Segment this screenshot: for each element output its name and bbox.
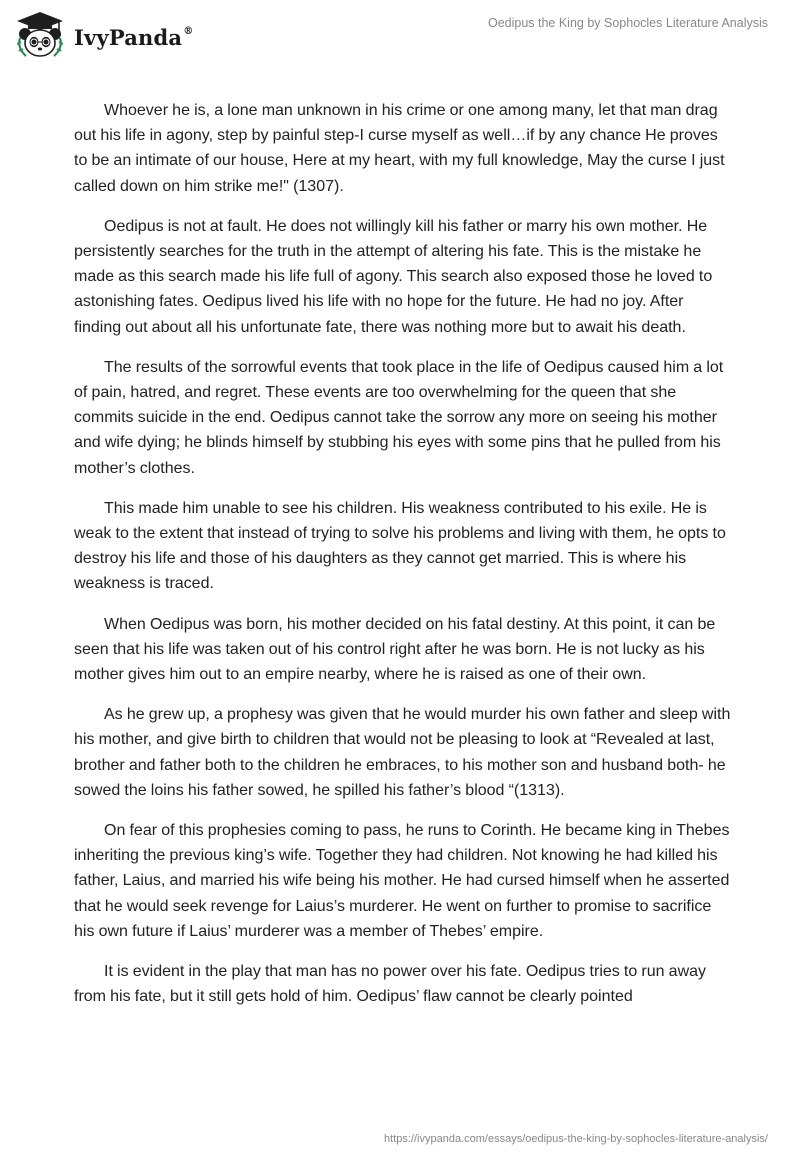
paragraph: When Oedipus was born, his mother decided on his fatal destiny. At this point, it can be seen that his life was taken out of his control right after he was born. He is not lucky as his mother gives him out to an empire nearby, where he is raised as one of their own. — [74, 615, 716, 684]
page-header — [0, 0, 800, 70]
brand-name: IvyPanda® — [74, 24, 194, 50]
document-title: Oedipus the King by Sophocles Literature Analysis — [487, 16, 768, 30]
paragraph: This made him unable to see his children. His weakness contributed to his exile. He is weak to the extent that instead of trying to solve his problems and living with them, he opts to destroy his life and those of his daughters as they cannot get married. This is where his weakness is traced. — [74, 499, 726, 593]
essay-body — [74, 98, 734, 1025]
paragraph: As he grew up, a prophesy was given that he would murder his own father and sleep with his mother, and give birth to children that would not be pleasing to look at “Revealed at last, brother and father both to the children he embraces, to his mother son and husband both- he sowed the loins his father sowed, he spilled his father’s blood “(1313). — [74, 706, 731, 799]
source-url[interactable]: https://ivypanda.com/essays/oedipus-the-king-by-sophocles-literature-analysis/ — [384, 1133, 768, 1145]
paragraph: Oedipus is not at fault. He does not willingly kill his father or marry his own mother. He persistently searches for the truth in the attempt of altering his fate. This is the mistake he made as this search made his life full of agony. This search also exposed those he loved to astonishing fates. Oedipus lived his life with no hope for the future. He had no joy. After finding out about all his unfortunate fate, there was nothing more but to await his death. — [74, 217, 713, 336]
ivypanda-logo[interactable] — [14, 10, 193, 60]
paragraph: On fear of this prophesies coming to pass, he runs to Corinth. He became king in Thebes inheriting the previous king’s wife. Together they had children. Not knowing he had killed his father, Laius, and married his wife being his mother. He had cursed himself when he asserted that he would seek revenge for Laius’s murderer. He went on further to promise to sacrifice his own future if Laius’ murderer was a member of Thebes’ empire. — [74, 822, 730, 940]
paragraph: Whoever he is, a lone man unknown in his crime or one among many, let that man drag out his life in agony, step by painful step-I curse myself as well…if by any chance He proves to be an intimate of our house, Here at my heart, with my full knowledge, May the curse I just called down on him strike me!" (1307). — [74, 102, 725, 195]
paragraph: It is evident in the play that man has no power over his fate. Oedipus tries to run away from his fate, but it still gets hold of him. Oedipus’ flaw cannot be clearly pointed — [74, 963, 707, 1006]
panda-graduate-icon — [14, 10, 66, 60]
paragraph: The results of the sorrowful events that took place in the life of Oedipus caused him a lot of pain, hatred, and regret. These events are too overwhelming for the queen that she commits suicide in the end. Oedipus cannot take the sorrow any more on seeing his mother and wife dying; he blinds himself by stubbing his eyes with some pins that he pulled from his mother’s clothes. — [74, 358, 724, 477]
